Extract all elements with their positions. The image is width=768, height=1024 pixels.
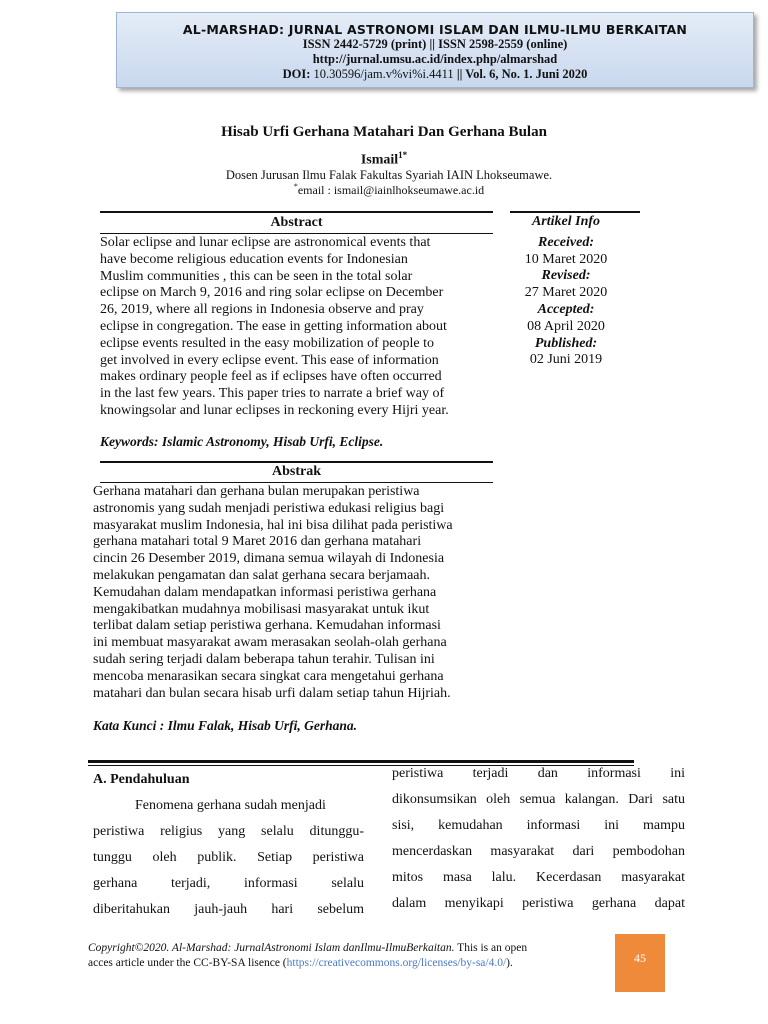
abstract-top-rule bbox=[100, 211, 493, 213]
footer-line-1 bbox=[88, 941, 588, 956]
abstract-line: 26, 2019, where all regions in Indonesia observe and pray bbox=[100, 302, 424, 318]
abstrak-heading: Abstrak bbox=[271, 464, 321, 479]
license-link[interactable]: https://creativecommons.org/licenses/by-sa/4.0/ bbox=[286, 957, 507, 969]
body-line: sisi, kemudahan informasi ini mampu bbox=[392, 818, 685, 833]
body-line: dikonsumsikan oleh semua kalangan. Dari satu bbox=[392, 792, 685, 807]
abstract-body bbox=[100, 235, 493, 420]
abstrak-line: Gerhana matahari dan gerhana bulan merupakan peristiwa bbox=[93, 484, 420, 499]
abstract-line: Solar eclipse and lunar eclipse are astronomical events that bbox=[100, 235, 431, 250]
revised-date: 27 Maret 2020 bbox=[524, 285, 608, 301]
abstract-keywords: Keywords: Islamic Astronomy, Hisab Urfi, Eclipse. bbox=[100, 434, 384, 449]
accepted-label: Accepted: bbox=[537, 301, 595, 317]
abstract-line: eclipse events resulted in the easy mobilization of people to bbox=[100, 335, 434, 351]
author-affiliation: Dosen Jurusan Ilmu Falak Fakultas Syariah IAIN Lhokseumawe. bbox=[225, 168, 553, 182]
journal-header bbox=[116, 12, 754, 88]
info-top-rule bbox=[510, 211, 640, 213]
abstrak-keywords: Kata Kunci : Ilmu Falak, Hisab Urfi, Gerhana. bbox=[93, 718, 358, 733]
abstrak-line: astronomis yang sudah menjadi peristiwa edukasi religius bagi bbox=[93, 500, 445, 516]
copyright-text: Copyright©2020. Al-Marshad: JurnalAstronomi Islam danIlmu-IlmuBerkaitan. bbox=[88, 942, 455, 954]
abstract-line: get involved in every eclipse event. This ease of information bbox=[100, 352, 439, 368]
email-text[interactable]: email : ismail@iainlhokseumawe.ac.id bbox=[297, 183, 485, 197]
abstrak-line: gerhana matahari total 9 Maret 2016 dan gerhana matahari bbox=[93, 534, 422, 550]
abstrak-line: melakukan pengamatan dan salat gerhana secara berjamaah. bbox=[93, 567, 430, 583]
open-access-text: This is an open bbox=[454, 942, 528, 954]
journal-url[interactable]: http://jurnal.umsu.ac.id/index.php/almarshad bbox=[312, 52, 558, 66]
section-heading: A. Pendahuluan bbox=[93, 772, 190, 787]
body-line: mencerdaskan masyarakat dari pembodohan bbox=[392, 844, 685, 859]
author-sup: 1* bbox=[398, 150, 408, 160]
abstrak-line: masyarakat muslim Indonesia, hal ini bisa dilihat pada peristiwa bbox=[93, 517, 453, 533]
journal-issn: ISSN 2442-5729 (print) || ISSN 2598-2559 (online) bbox=[302, 37, 568, 51]
paper-title: Hisab Urfi Gerhana Matahari Dan Gerhana Bulan bbox=[221, 124, 547, 140]
revised-label: Revised: bbox=[541, 268, 591, 284]
abstrak-line: mencoba menarasikan secara singkat cara mengetahui gerhana bbox=[93, 668, 444, 684]
doi-value[interactable]: 10.30596/jam.v%vi%i.4411 bbox=[313, 67, 454, 81]
body-line: dalam menyikapi peristiwa gerhana dapat bbox=[392, 896, 685, 911]
abstract-line: eclipse on March 9, 2016 and ring solar eclipse on December bbox=[100, 285, 444, 301]
page-number: 45 bbox=[634, 951, 646, 965]
abstract-line: makes ordinary people feel as if eclipses have often occurred bbox=[100, 369, 442, 385]
body-line: Fenomena gerhana sudah menjadi bbox=[135, 798, 326, 813]
author-email bbox=[0, 182, 768, 198]
abstrak-line: matahari dan bulan secara hisab urfi dalam setiap tahun Hijriah. bbox=[93, 685, 451, 701]
abstract-line: in the last few years. This paper tries to narrate a brief way of bbox=[100, 386, 445, 402]
body-line: peristiwa religius yang selalu ditunggu- bbox=[93, 824, 364, 839]
abstrak-line: ini membuat masyarakat awam merasakan seolah-olah gerhana bbox=[93, 635, 447, 651]
volume-info: || Vol. 6, No. 1. Juni 2020 bbox=[456, 67, 588, 81]
footer-line-2 bbox=[88, 956, 588, 971]
author-text: Ismail bbox=[360, 152, 399, 168]
artikel-info-heading: Artikel Info bbox=[531, 214, 601, 229]
abstract-line: knowingsolar and lunar eclipses in reckoning every Hijri year. bbox=[100, 402, 449, 418]
license-suffix: ). bbox=[506, 957, 513, 969]
doi-label: DOI: bbox=[282, 67, 311, 81]
abstrak-line: mengakibatkan mudahnya mobilisasi masyarakat untuk ikut bbox=[93, 601, 430, 617]
abstract-line: Muslim communities , this can be seen in the total solar bbox=[100, 268, 413, 284]
abstrak-heading-rule bbox=[100, 482, 493, 483]
abstract-heading-rule bbox=[100, 233, 493, 234]
body-line: gerhana terjadi, informasi selalu bbox=[93, 876, 364, 891]
body-right-column bbox=[392, 761, 685, 917]
abstrak-body bbox=[93, 484, 493, 702]
body-line: diberitahukan jauh-jauh hari sebelum bbox=[93, 902, 364, 917]
abstrak-top-rule bbox=[100, 461, 493, 463]
published-date: 02 Juni 2019 bbox=[529, 352, 603, 368]
body-line: tunggu oleh publik. Setiap peristiwa bbox=[93, 850, 364, 865]
abstrak-line: sudah sering terjadi dalam beberapa tahun terahir. Tulisan ini bbox=[93, 651, 435, 667]
abstrak-line: terlibat dalam setiap peristiwa gerhana. Kemudahan informasi bbox=[93, 618, 441, 634]
published-label: Published: bbox=[534, 335, 598, 351]
abstrak-line: Kemudahan dalam mendapatkan informasi peristiwa gerhana bbox=[93, 584, 437, 600]
email-sup: * bbox=[293, 182, 298, 191]
page-number-box bbox=[615, 934, 665, 992]
journal-doi bbox=[117, 67, 753, 82]
body-left-column bbox=[93, 793, 364, 923]
abstract-line: have become religious education events for Indonesian bbox=[100, 251, 408, 267]
copyright-footer bbox=[88, 941, 588, 971]
body-line: mitos masa lalu. Kecerdasan masyarakat bbox=[392, 870, 685, 885]
abstract-line: eclipse in congregation. The ease in getting information about bbox=[100, 318, 447, 334]
journal-name: AL-MARSHAD: JURNAL ASTRONOMI ISLAM DAN ILMU-ILMU BERKAITAN bbox=[182, 22, 688, 37]
license-prefix: acces article under the CC-BY-SA lisence ( bbox=[88, 957, 287, 969]
artikel-info bbox=[510, 214, 622, 369]
author-name bbox=[0, 150, 768, 169]
abstrak-line: cincin 26 Desember 2019, dimana semua wilayah di Indonesia bbox=[93, 551, 445, 567]
received-date: 10 Maret 2020 bbox=[524, 251, 608, 267]
accepted-date: 08 April 2020 bbox=[527, 318, 605, 334]
received-label: Received: bbox=[538, 234, 594, 250]
body-line: peristiwa terjadi dan informasi ini bbox=[392, 766, 685, 781]
abstract-heading: Abstract bbox=[270, 215, 323, 230]
